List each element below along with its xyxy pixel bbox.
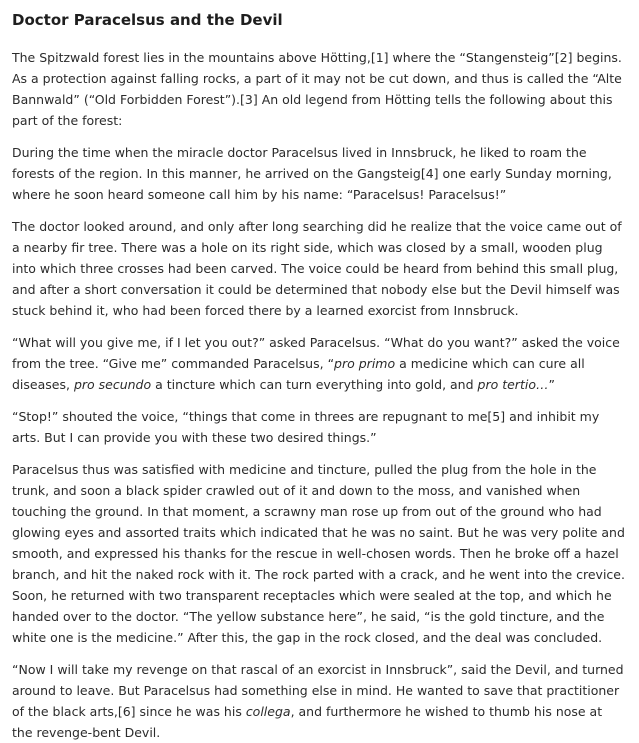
paragraph-6: Paracelsus thus was satisfied with medicine and tincture, pulled the plug from the hole in the trunk, and soon a black spider crawled out of it and down to the moss, and vanished when touching the ground. In that moment, a scrawny man rose up from out of the ground who had glowing eyes and assorted traits which indicated that he was no saint. But he was very polite and smooth, and expressed his thanks for the rescue in well-chosen words. Then he broke off a hazel branch, and hit the naked rock with it. The rock parted with a crack, and he went into the crevice. Soon, he returned with two transparent receptacles which were sealed at the top, and which he handed over to the doctor. “The yellow substance here”, he said, “is the gold tincture, and the white one is the medicine.” After this, the gap in the rock closed, and the deal was concluded. bbox=[12, 462, 625, 645]
paragraph-4-text-3: a tincture which can turn everything into gold, and bbox=[151, 377, 478, 392]
paragraph-7-italic-collega: collega bbox=[245, 704, 291, 719]
paragraph-7-text-1: “Now I will take my revenge on that rascal of an exorcist in Innsbruck”, said the Devil, and turned around to leave. But Paracelsus had something else in mind. He wanted to save that practitioner of the black arts,[6] since he was his bbox=[12, 662, 624, 719]
article bbox=[12, 0, 626, 743]
paragraph-4-text-2: a medicine which can cure all diseases, bbox=[12, 356, 585, 392]
paragraph-5: “Stop!” shouted the voice, “things that come in threes are repugnant to me[5] and inhibit my arts. But I can provide you with these two desired things.” bbox=[12, 409, 600, 445]
article-title: Doctor Paracelsus and the Devil bbox=[12, 11, 283, 29]
paragraph-7-text-2: , and furthermore he wished to thumb his nose at the revenge-bent Devil. bbox=[12, 704, 603, 740]
paragraph-4-italic-pro-tertio: pro tertio… bbox=[477, 377, 549, 392]
paragraph-4-italic-pro-primo: pro primo bbox=[334, 356, 396, 371]
paragraph-4-italic-pro-secundo: pro secundo bbox=[73, 377, 152, 392]
paragraph-2: During the time when the miracle doctor Paracelsus lived in Innsbruck, he liked to roam the forests of the region. In this manner, he arrived on the Gangsteig[4] one early Sunday morning, where he soon heard someone call him by his name: “Paracelsus! Paracelsus!” bbox=[12, 145, 612, 202]
paragraph-4 bbox=[12, 332, 626, 395]
paragraph-4-text-4: ” bbox=[548, 377, 555, 392]
paragraph-7 bbox=[12, 659, 626, 743]
paragraph-4-text-1: “What will you give me, if I let you out?” asked Paracelsus. “What do you want?” asked the voice from the tree. “Give me” commanded Paracelsus, “ bbox=[12, 335, 620, 371]
paragraph-3: The doctor looked around, and only after long searching did he realize that the voice came out of a nearby fir tree. There was a hole on its right side, which was closed by a small, wooden plug into which three crosses had been carved. The voice could be heard from behind this small plug, and after a short conversation it could be determined that nobody else but the Devil himself was stuck behind it, who had been forced there by a learned exorcist from Innsbruck. bbox=[12, 219, 622, 318]
paragraph-1: The Spitzwald forest lies in the mountains above Hötting,[1] where the “Stangensteig”[2] begins. As a protection against falling rocks, a part of it may not be cut down, and thus is called the “Alte Bannwald” (“Old Forbidden Forest”).[3] An old legend from Hötting tells the following about this part of the forest: bbox=[12, 50, 622, 128]
